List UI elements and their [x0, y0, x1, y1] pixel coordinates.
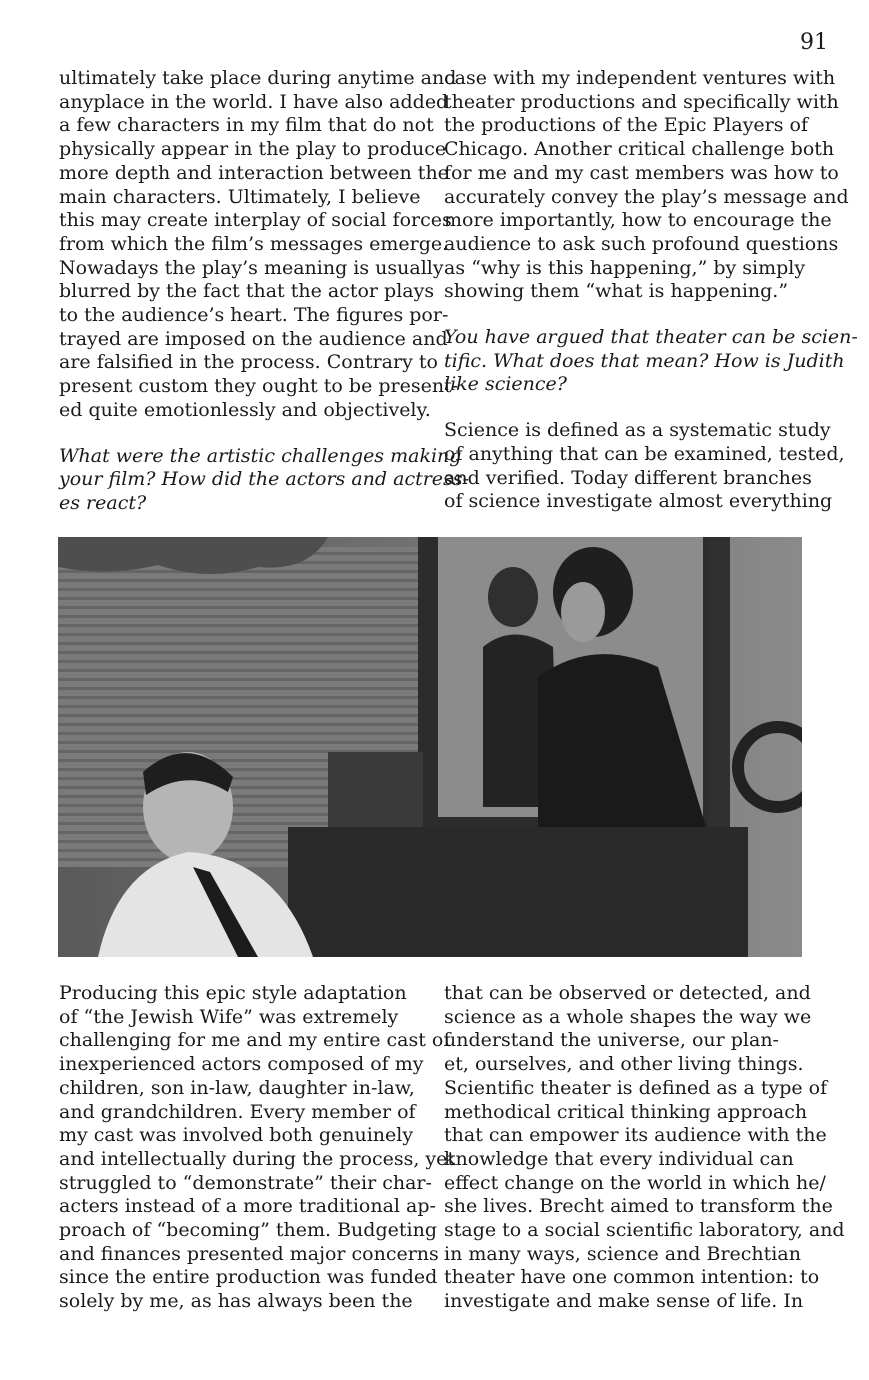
- text-line: and verified. Today different branches: [444, 466, 812, 489]
- text-line: are falsified in the process. Contrary to: [59, 351, 438, 374]
- text-line: struggled to “demonstrate” their char-: [59, 1171, 432, 1194]
- text-line: she lives. Brecht aimed to transform the: [444, 1195, 833, 1218]
- interview-question-line: You have argued that theater can be scien-: [444, 326, 858, 349]
- text-line: as “why is this happening,” by simply: [444, 256, 806, 279]
- page-number: 91: [800, 30, 828, 55]
- text-line: of “the Jewish Wife” was extremely: [59, 1005, 399, 1028]
- text-line: showing them “what is happening.”: [444, 280, 789, 303]
- text-line: ed quite emotionlessly and objectively.: [59, 398, 431, 421]
- text-line: inexperienced actors composed of my: [59, 1053, 424, 1076]
- text-line: and intellectually during the process, yet: [59, 1147, 456, 1170]
- text-line: in many ways, science and Brechtian: [444, 1242, 801, 1265]
- text-line: and grandchildren. Every member of: [59, 1100, 416, 1123]
- text-line: since the entire production was funded: [59, 1266, 438, 1289]
- text-line: for me and my cast members was how to: [444, 161, 839, 184]
- text-line: methodical critical thinking approach: [444, 1100, 808, 1123]
- text-line: accurately convey the play’s message and: [444, 185, 849, 208]
- text-line: knowledge that every individual can: [444, 1147, 794, 1170]
- text-line: of science investigate almost everything: [444, 490, 833, 513]
- text-line: et, ourselves, and other living things.: [444, 1053, 804, 1076]
- text-line: theater productions and specifically with: [444, 90, 839, 113]
- text-line: my cast was involved both genuinely: [59, 1124, 414, 1147]
- text-line: blurred by the fact that the actor plays: [59, 280, 435, 303]
- text-line: challenging for me and my entire cast of: [59, 1029, 451, 1052]
- text-line: investigate and make sense of life. In: [444, 1290, 804, 1313]
- interview-question-line: es react?: [59, 491, 147, 514]
- text-line: this may create interplay of social forces: [59, 209, 452, 232]
- text-line: anyplace in the world. I have also added: [59, 90, 449, 113]
- interview-question-line: What were the artistic challenges making: [59, 444, 462, 467]
- text-line: and finances presented major concerns: [59, 1242, 439, 1265]
- text-line: acters instead of a more traditional ap-: [59, 1195, 436, 1218]
- text-line: stage to a social scientific laboratory, and: [444, 1219, 845, 1242]
- text-line: the productions of the Epic Players of: [444, 114, 809, 137]
- text-line: children, son in-law, daughter in-law,: [59, 1076, 415, 1099]
- text-line: understand the universe, our plan-: [444, 1029, 779, 1052]
- text-column-top-right: [444, 67, 858, 514]
- text-line: that can be observed or detected, and: [444, 982, 811, 1004]
- text-line: trayed are imposed on the audience and: [59, 327, 448, 350]
- interview-question-line: like science?: [444, 373, 567, 396]
- text-line: Producing this epic style adaptation: [59, 982, 407, 1004]
- text-line: of anything that can be examined, tested,: [444, 442, 845, 465]
- text-line: theater have one common intention: to: [444, 1266, 820, 1289]
- text-line: Science is defined as a systematic study: [444, 419, 831, 442]
- interview-question-line: your film? How did the actors and actress-: [59, 468, 469, 491]
- text-line: more importantly, how to encourage the: [444, 209, 832, 232]
- text-line: main characters. Ultimately, I believe: [59, 185, 421, 208]
- text-line: audience to ask such profound questions: [444, 232, 839, 255]
- text-line: more depth and interaction between the: [59, 161, 449, 184]
- text-line: ultimately take place during anytime and: [59, 67, 457, 89]
- text-line: physically appear in the play to produce: [59, 138, 447, 161]
- text-line: Scientific theater is defined as a type of: [444, 1076, 828, 1099]
- interview-question-line: tific. What does that mean? How is Judith: [444, 349, 845, 372]
- text-line: science as a whole shapes the way we: [444, 1005, 812, 1028]
- photo-illustration: [58, 537, 802, 957]
- text-line: to the audience’s heart. The figures por-: [59, 304, 449, 327]
- text-line: solely by me, as has always been the: [59, 1290, 413, 1313]
- text-line: case with my independent ventures with: [444, 67, 836, 89]
- text-column-bottom-left: [59, 982, 456, 1314]
- text-line: from which the film’s messages emerge.: [59, 232, 449, 255]
- film-still-photo: [58, 537, 802, 957]
- text-line: effect change on the world in which he/: [444, 1171, 826, 1194]
- text-line: present custom they ought to be present-: [59, 375, 459, 398]
- text-line: that can empower its audience with the: [444, 1124, 827, 1147]
- text-column-bottom-right: [444, 982, 845, 1314]
- text-column-top-left: [59, 67, 469, 516]
- text-line: proach of “becoming” them. Budgeting: [59, 1219, 437, 1242]
- text-line: Chicago. Another critical challenge both: [444, 138, 835, 161]
- text-line: Nowadays the play’s meaning is usually: [59, 256, 444, 279]
- text-line: a few characters in my film that do not: [59, 114, 434, 137]
